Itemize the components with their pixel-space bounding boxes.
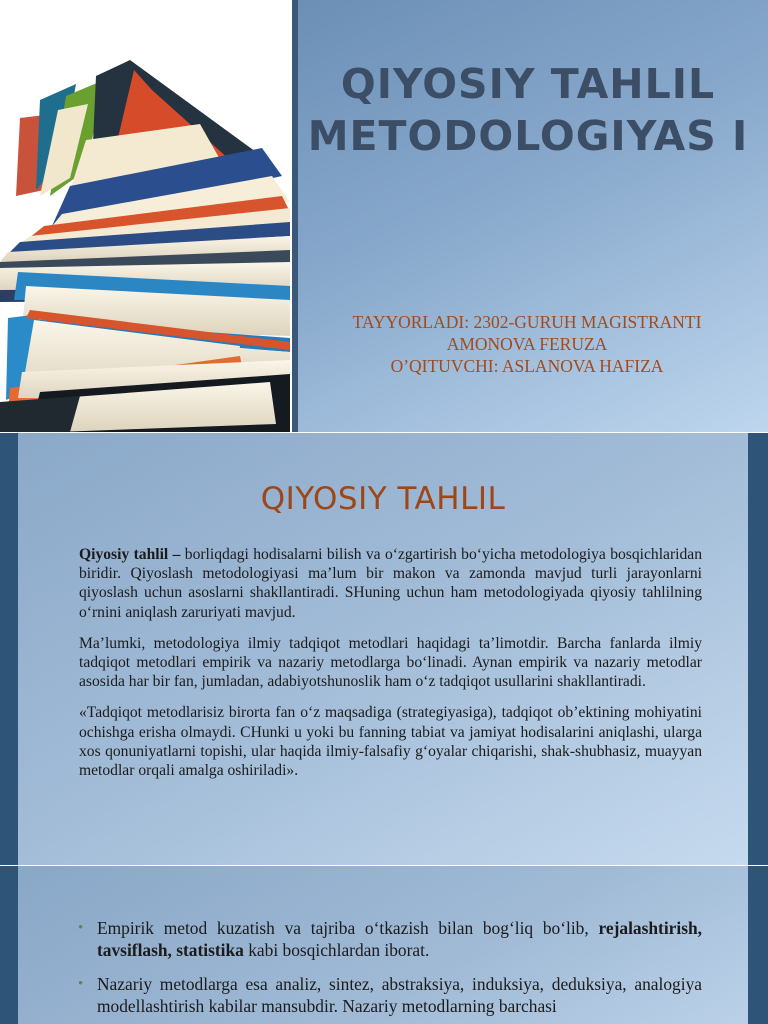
list-item — [78, 918, 702, 961]
title-slide — [0, 0, 768, 432]
list-item — [78, 974, 702, 1017]
content-slide-3 — [0, 866, 768, 1024]
bullet-icon: • — [78, 920, 84, 936]
content-slide-2 — [0, 433, 768, 865]
bullet-list — [78, 918, 702, 1024]
list-item-text: Nazariy metodlarga esa analiz, sintez, abstraksiya, induksiya, deduksiya, analogiya modellashtirish kabilar mansubdir. Nazariy metodlarning barchasi — [97, 974, 702, 1016]
stack-of-books-photo — [0, 0, 292, 432]
paragraph-definition — [79, 545, 702, 622]
paragraph-quote: «Tadqiqot metodlarisiz birorta fan o‘z maqsadiga (strategiyasiga), tadqiqot ob’ektining mohiyatini ochishga erisha olmaydi. CHunki u yoki bu fanning tabiat va jamiyat hodisalarini aniqlashi, ularga xos qonuniyatlarni topishi, ular haqida ilmiy-falsafiy g‘oyalar chiqarishi, shak-shubhasiz, muayyan metodlar orqali amalga oshiriladi». — [79, 704, 702, 780]
title-panel — [298, 0, 768, 432]
definition-term: Qiyosiy tahlil – — [79, 546, 181, 563]
subtitle-line-teacher: O’QITUVCHI: ASLANOVA HAFIZA — [390, 356, 664, 376]
list-item-bold-text: rejalashtirish, tavsiflash, statistika — [97, 918, 702, 960]
slide-body — [79, 545, 702, 792]
definition-text: borliqdagi hodisalarni bilish va o‘zgartirish bo‘yicha metodologiya bosqichlaridan biridir. Qiyoslash metodologiyasi ma’lum bir makon va zamonda mavjud turli jarayonlarni qiyoslash uchun asoslarni shakllantiradi. SHuning uchun ham metodologiyada qiyosiy tahlilning o‘rnini aniqlash zaruriyati mavjud. — [79, 546, 702, 621]
content-card — [18, 866, 748, 1024]
presentation-title: QIYOSIY TAHLIL METODOLOGIYAS I — [307, 60, 749, 160]
slide-title: QIYOSIY TAHLIL — [260, 481, 506, 517]
paragraph-methodology: Ma’lumki, metodologiya ilmiy tadqiqot metodlari haqidagi ta’limotdir. Barcha fanlarda ilmiy tadqiqot metodlari empirik va nazariy metodlarga bo‘linadi. Aynan empirik va nazariy metodlar asosida har bir fan, jumladan, adabiyotshunoslik ham o‘z tadqiqot usullarini shakllantiradi. — [79, 634, 702, 691]
list-item-text-start: Empirik metod kuzatish va tajriba o‘tkazish bilan bog‘liq bo‘lib, — [97, 918, 599, 938]
presentation-subtitle — [298, 311, 756, 377]
subtitle-line-author-name: AMONOVA FERUZA — [446, 334, 608, 354]
content-card — [18, 433, 748, 865]
list-item-text-end: kabi bosqichlardan iborat. — [243, 939, 430, 960]
subtitle-line-author-group: TAYYORLADI: 2302-GURUH MAGISTRANTI — [352, 312, 702, 332]
bullet-icon: • — [78, 976, 84, 992]
